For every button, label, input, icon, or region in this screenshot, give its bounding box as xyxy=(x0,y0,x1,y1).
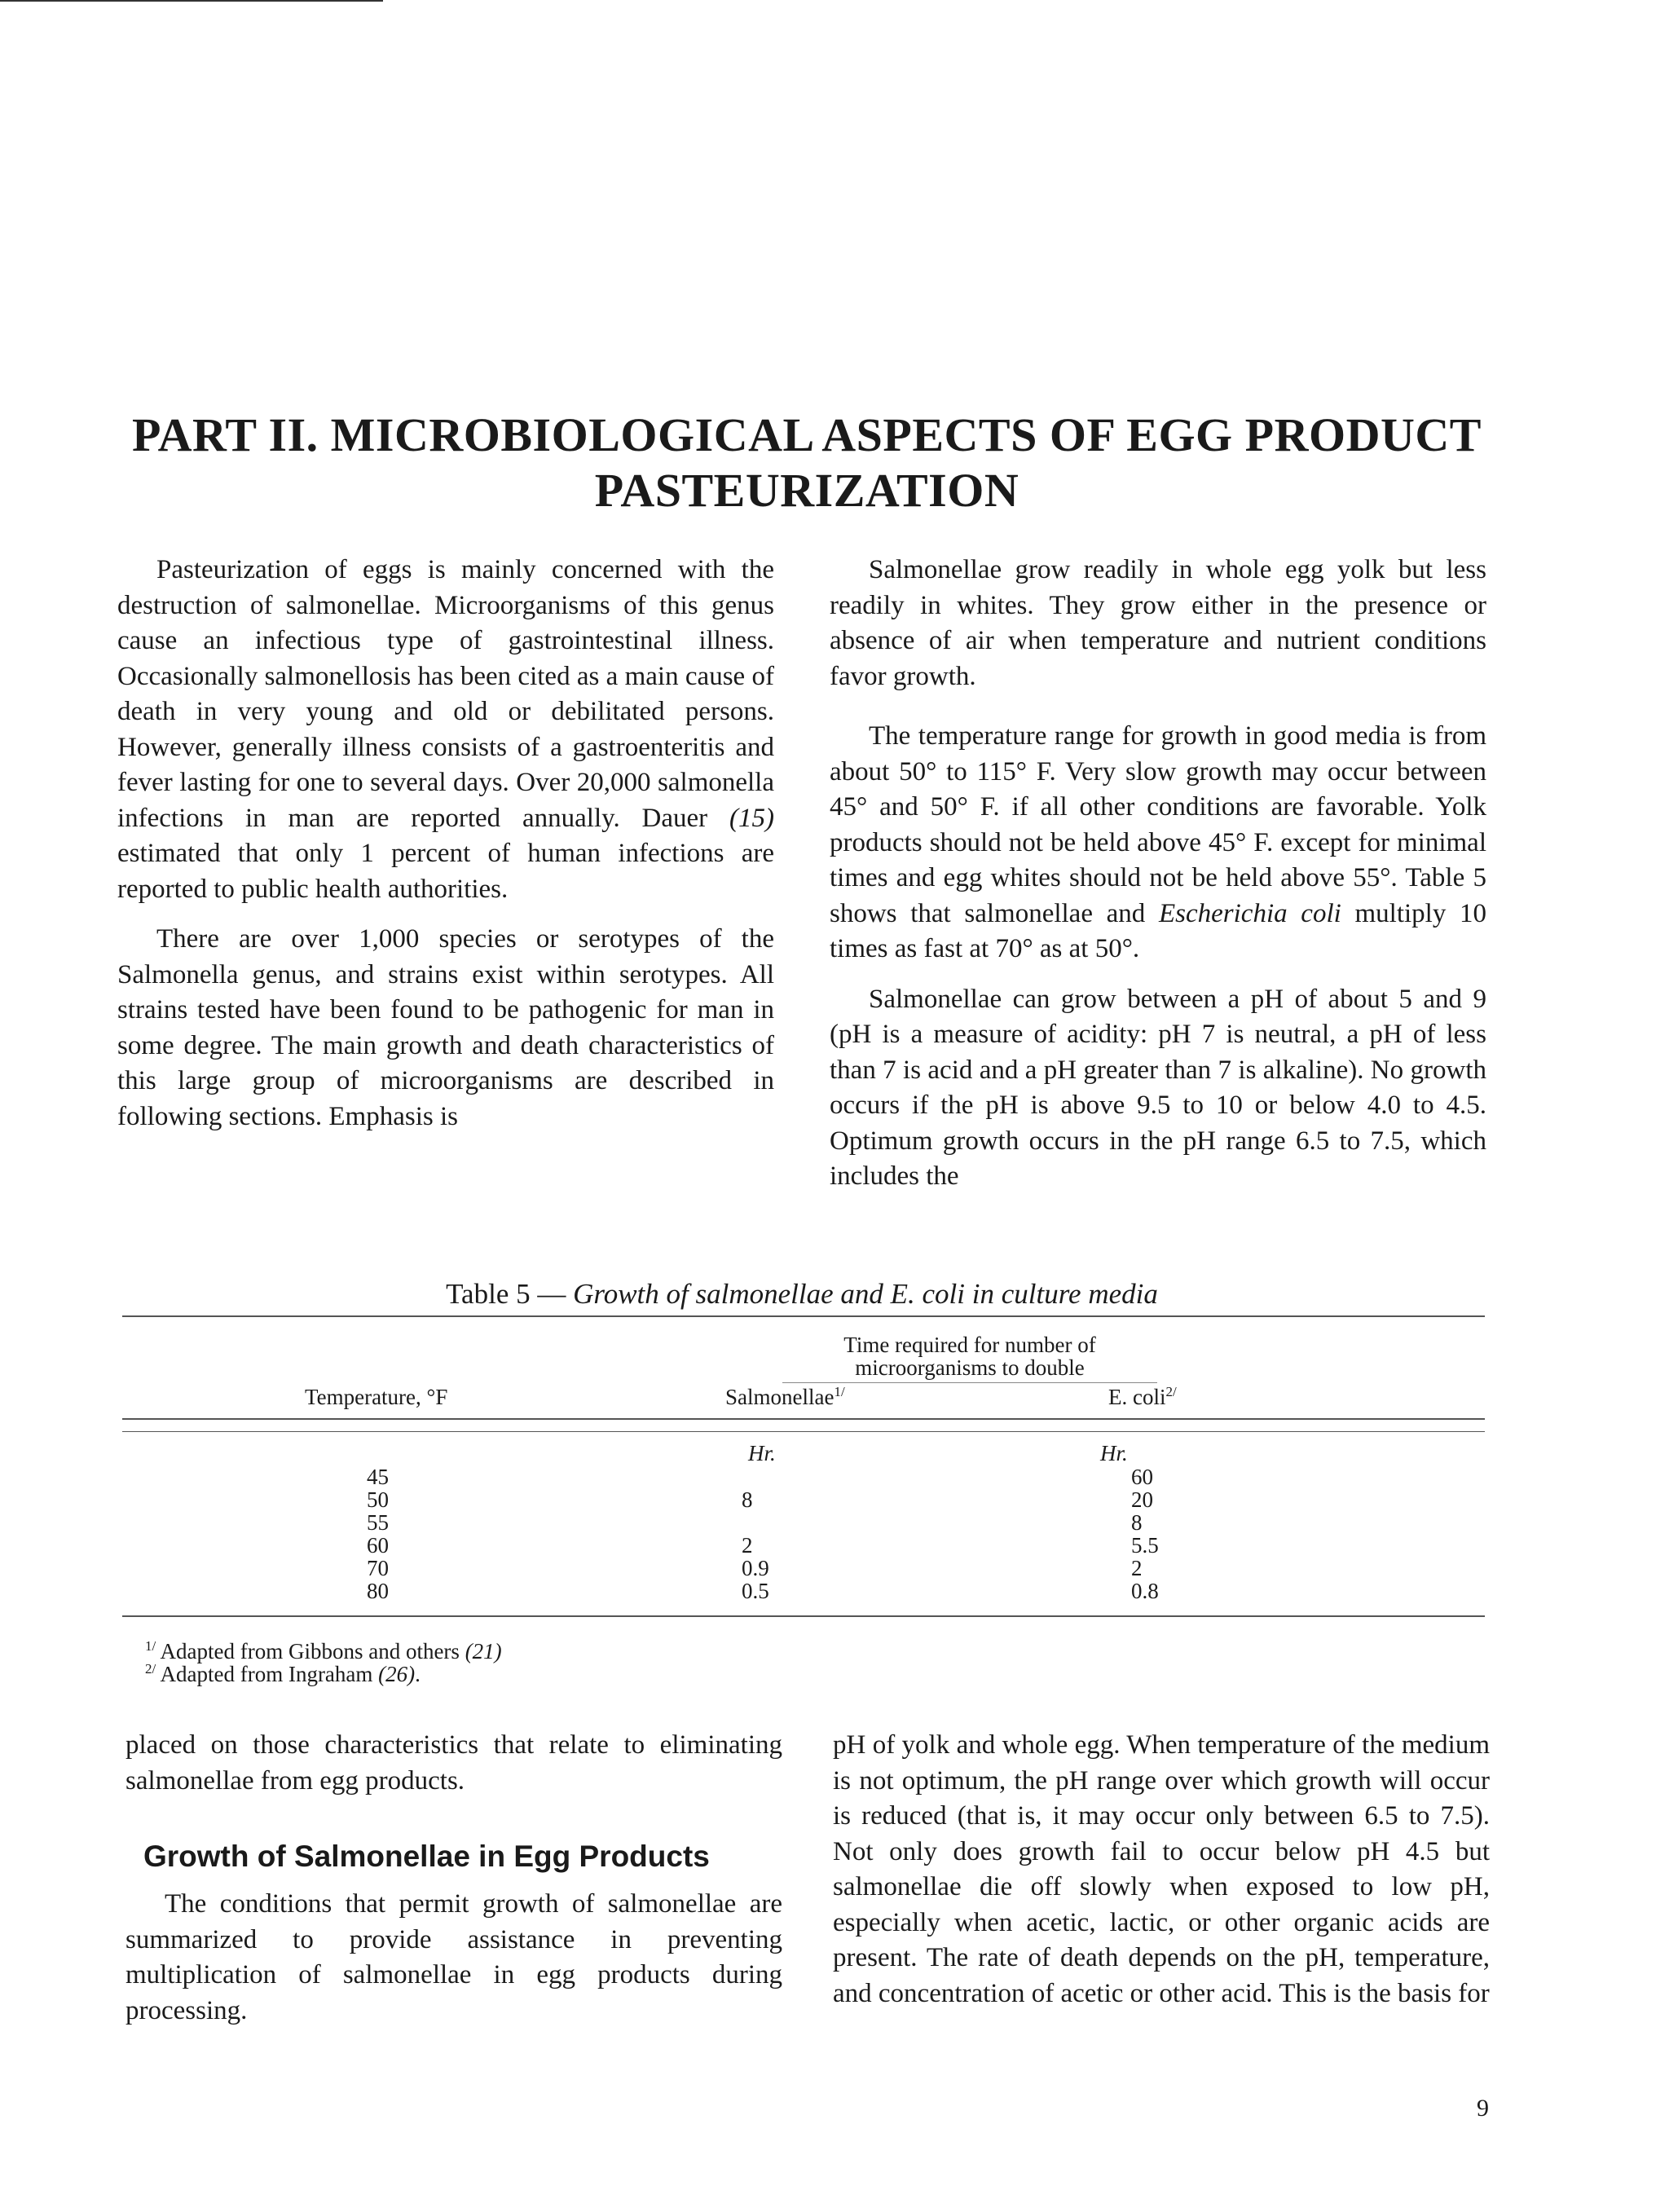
table-footnotes xyxy=(145,1640,502,1685)
header-temperature: Temperature, °F xyxy=(305,1385,448,1409)
table-header-rule xyxy=(122,1418,1485,1420)
left-column-top xyxy=(117,553,774,1149)
table-title-prefix: Table 5 — xyxy=(446,1278,574,1310)
paragraph: The conditions that permit growth of salmonellae are summarized to provide assistance in preventing multiplication of salmonellae in egg products during processing. xyxy=(126,1889,782,2025)
citation-ref: (15) xyxy=(729,803,775,833)
table-cell-ecoli: 8 xyxy=(1131,1510,1143,1535)
species-name: Escherichia coli xyxy=(1159,898,1341,928)
header-ecoli xyxy=(1108,1386,1177,1408)
page-title-line-2: PASTEURIZATION xyxy=(594,464,1019,517)
footnote-mark: 1/ xyxy=(145,1638,156,1654)
table-title-caption: Growth of salmonellae and E. coli in culture media xyxy=(573,1278,1158,1310)
table-cell-ecoli: 2 xyxy=(1131,1556,1143,1580)
table-title xyxy=(117,1276,1486,1312)
table-header-rule-2 xyxy=(122,1431,1485,1432)
footnote-mark: 2/ xyxy=(145,1661,156,1677)
right-column-top xyxy=(830,553,1486,1210)
table-cell-ecoli: 0.8 xyxy=(1131,1579,1159,1603)
header-spanner-rule xyxy=(782,1382,1157,1383)
table-cell-salmonellae: 0.5 xyxy=(742,1579,769,1603)
table-cell-ecoli: 20 xyxy=(1131,1487,1153,1512)
page-title xyxy=(114,408,1499,518)
paragraph-text: multiply 10 times as fast at 70° as at 50°. xyxy=(830,898,1487,963)
footnote-text: Adapted from Ingraham xyxy=(160,1662,373,1686)
table-cell-temp: 60 xyxy=(367,1533,389,1558)
table-cell-temp: 45 xyxy=(367,1465,389,1489)
paragraph: Salmonellae can grow between a pH of about 5 and 9 (pH is a measure of acidity: pH 7 is neutral, a pH of less than 7 is acid and a pH greater than 7 is alkaline). No growth occurs if the pH is above 9.5 to 10 or below 4.0 to 4.5. Optimum growth occurs in the pH range 6.5 to 7.5, which includes the xyxy=(830,984,1486,1191)
table-cell-ecoli: 5.5 xyxy=(1131,1533,1159,1558)
citation-ref: (21) xyxy=(465,1639,502,1663)
footnote-text: Adapted from Gibbons and others xyxy=(160,1639,460,1663)
paragraph: placed on those characteristics that relate to eliminating salmonellae from egg products. xyxy=(126,1730,782,1796)
top-edge-rule xyxy=(0,0,383,2)
paragraph xyxy=(830,719,1486,967)
footnote-period: . xyxy=(415,1662,421,1686)
section-heading: Growth of Salmonellae in Egg Products xyxy=(143,1840,710,1873)
footnote-mark: 2/ xyxy=(1165,1384,1177,1399)
table-cell-ecoli: 60 xyxy=(1131,1465,1153,1489)
header-ecoli-label: E. coli xyxy=(1108,1385,1166,1409)
paragraph-text: The temperature range for growth in good media is from about 50° to 115° F. Very slow growth may occur between 45° and 50° F. if all other conditions are favorable. Yolk products should not be held above 45° F. except for minimal times and egg whites should not be held above 55°. Table 5 shows that salmonellae and xyxy=(830,721,1486,928)
paragraph: pH of yolk and whole egg. When temperature of the medium is not optimum, the pH range over which growth will occur is reduced (that is, it may occur only between 6.5 to 7.5). Not only does growth fail to occur below pH 4.5 but salmonellae die off slowly when exposed to low pH, especially when acetic, lactic, or other organic acids are present. The rate of death depends on the pH, temperature, and concentration of acetic or other acid. This is the basis for xyxy=(833,1730,1490,2008)
paragraph-text: estimated that only 1 percent of human infections are reported to public health authorities. xyxy=(117,839,774,904)
table-cell-temp: 80 xyxy=(367,1579,389,1603)
paragraph: Salmonellae grow readily in whole egg yolk but less readily in whites. They grow either in the presence or absence of air when temperature and nutrient conditions favor growth. xyxy=(830,555,1486,691)
table-cell-salmonellae: 8 xyxy=(742,1487,753,1512)
footnote-mark: 1/ xyxy=(834,1384,845,1399)
footnote xyxy=(145,1663,502,1685)
paragraph: There are over 1,000 species or serotypes of the Salmonella genus, and strains exist within serotypes. All strains tested have been found to be pathogenic for man in some degree. The main growth and death characteristics of this large group of microorganisms are described in following sections. Emphasis is xyxy=(117,924,774,1131)
table-cell-salmonellae: 0.9 xyxy=(742,1556,769,1580)
page-number: 9 xyxy=(1477,2095,1489,2122)
paragraph-text: Pasteurization of eggs is mainly concerned with the destruction of salmonellae. Microorganisms of this genus cause an infectious type of gastrointestinal illness. Occasionally salmonellosis has been cited as a main cause of death in very young and old or debilitated persons. However, generally illness consists of a gastroenteritis and fever lasting for one to several days. Over 20,000 salmonella infections in man are reported annually. Dauer xyxy=(117,555,774,833)
table-cell-temp: 55 xyxy=(367,1510,389,1535)
header-salmonellae xyxy=(725,1386,845,1408)
citation-ref: (26) xyxy=(378,1662,416,1686)
right-column-bottom xyxy=(833,1728,1490,2026)
header-time-required-sub: microorganisms to double xyxy=(855,1355,1085,1380)
table-cell-salmonellae: 2 xyxy=(742,1533,753,1558)
header-time-required: Time required for number of xyxy=(843,1333,1096,1357)
table-bottom-rule xyxy=(122,1615,1485,1617)
header-salmonellae-label: Salmonellae xyxy=(725,1385,834,1409)
page-title-line-1: PART II. MICROBIOLOGICAL ASPECTS OF EGG PRODUCT xyxy=(132,408,1482,461)
table-cell-temp: 50 xyxy=(367,1487,389,1512)
unit-ecoli: Hr. xyxy=(1100,1441,1128,1465)
table-top-rule xyxy=(122,1315,1485,1317)
table-cell-temp: 70 xyxy=(367,1556,389,1580)
left-column-bottom xyxy=(126,1728,782,2043)
unit-salmonellae: Hr. xyxy=(748,1441,776,1465)
paragraph xyxy=(117,553,774,907)
footnote xyxy=(145,1640,502,1663)
